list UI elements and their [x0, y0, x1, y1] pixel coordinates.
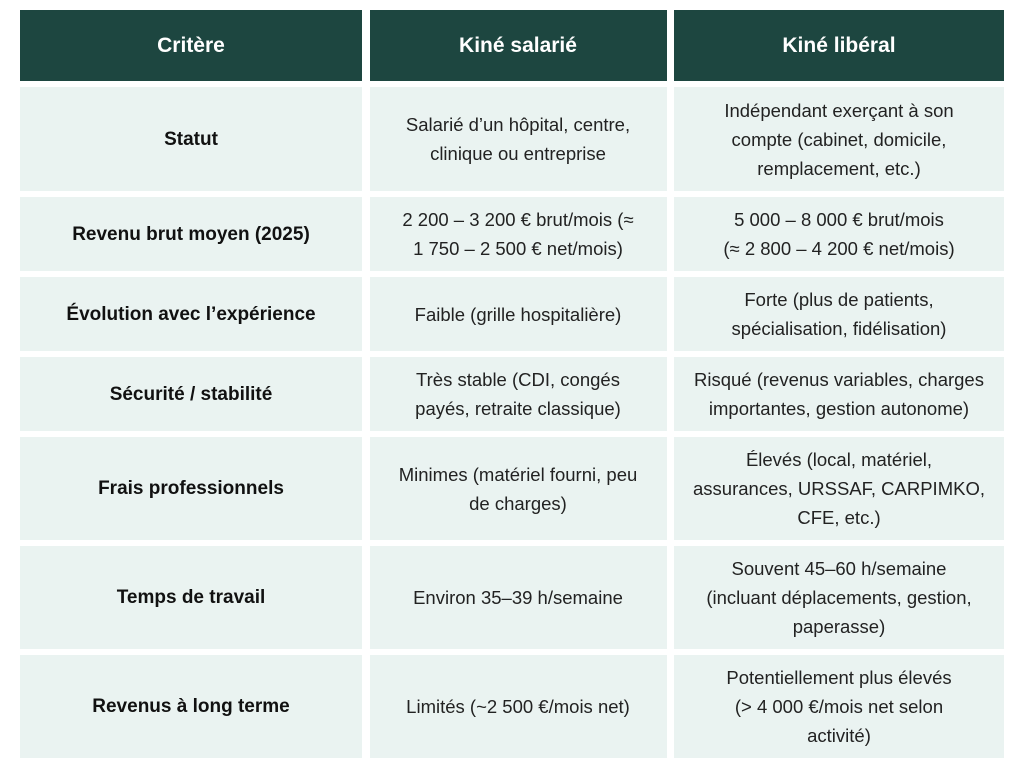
header-criterion [20, 10, 362, 81]
salaried-value: Salarié d’un hôpital, centre, clinique ou entreprise [405, 114, 631, 164]
header-liberal [674, 10, 1004, 81]
row-salaried-cell [370, 437, 667, 540]
criterion-label: Évolution avec l’expérience [66, 303, 316, 325]
row-liberal-cell [674, 277, 1004, 351]
liberal-value: Risqué (revenus variables, charges importantes, gestion autonome) [694, 369, 984, 419]
row-liberal-cell [674, 357, 1004, 431]
row-salaried-cell [370, 277, 667, 351]
liberal-value: Forte (plus de patients, spécialisation, fidélisation) [731, 289, 947, 339]
row-liberal-cell [674, 655, 1004, 758]
criterion-label: Temps de travail [116, 587, 266, 608]
row-salaried-cell [370, 197, 667, 271]
liberal-value: 5 000 – 8 000 € brut/mois (≈ 2 800 – 4 200 € net/mois) [723, 209, 955, 259]
salaried-value: 2 200 – 3 200 € brut/mois (≈ 1 750 – 2 500 € net/mois) [402, 209, 634, 259]
header-salaried [370, 10, 667, 81]
row-criterion [20, 546, 362, 649]
row-salaried-cell [370, 357, 667, 431]
row-criterion [20, 437, 362, 540]
criterion-label: Frais professionnels [98, 478, 284, 499]
row-criterion [20, 277, 362, 351]
liberal-value: Élevés (local, matériel, assurances, URSSAF, CARPIMKO, CFE, etc.) [693, 449, 985, 528]
row-liberal-cell [674, 437, 1004, 540]
row-criterion [20, 655, 362, 758]
row-salaried-cell [370, 546, 667, 649]
row-criterion [20, 87, 362, 191]
criterion-label: Statut [164, 128, 218, 150]
header-criterion-label: Critère [157, 33, 225, 57]
salaried-value: Faible (grille hospitalière) [414, 303, 622, 325]
row-salaried-cell [370, 87, 667, 191]
liberal-value: Souvent 45–60 h/semaine (incluant déplacements, gestion, paperasse) [706, 558, 972, 637]
row-criterion [20, 197, 362, 271]
row-liberal-cell [674, 197, 1004, 271]
salaried-value: Minimes (matériel fourni, peu de charges) [398, 463, 638, 514]
liberal-value: Potentiellement plus élevés (> 4 000 €/mois net selon activité) [726, 667, 952, 746]
row-liberal-cell [674, 546, 1004, 649]
row-criterion [20, 357, 362, 431]
row-salaried-cell [370, 655, 667, 758]
comparison-table [20, 10, 1004, 758]
row-liberal-cell [674, 87, 1004, 191]
liberal-value: Indépendant exerçant à son compte (cabinet, domicile, remplacement, etc.) [724, 99, 954, 179]
salaried-value: Très stable (CDI, congés payés, retraite classique) [415, 369, 621, 419]
criterion-label: Revenu brut moyen (2025) [72, 223, 310, 245]
header-liberal-label: Kiné libéral [782, 33, 896, 57]
header-salaried-label: Kiné salarié [459, 33, 577, 57]
criterion-label: Revenus à long terme [92, 696, 290, 717]
salaried-value: Limités (~2 500 €/mois net) [406, 696, 630, 717]
salaried-value: Environ 35–39 h/semaine [413, 587, 623, 608]
criterion-label: Sécurité / stabilité [109, 383, 273, 405]
